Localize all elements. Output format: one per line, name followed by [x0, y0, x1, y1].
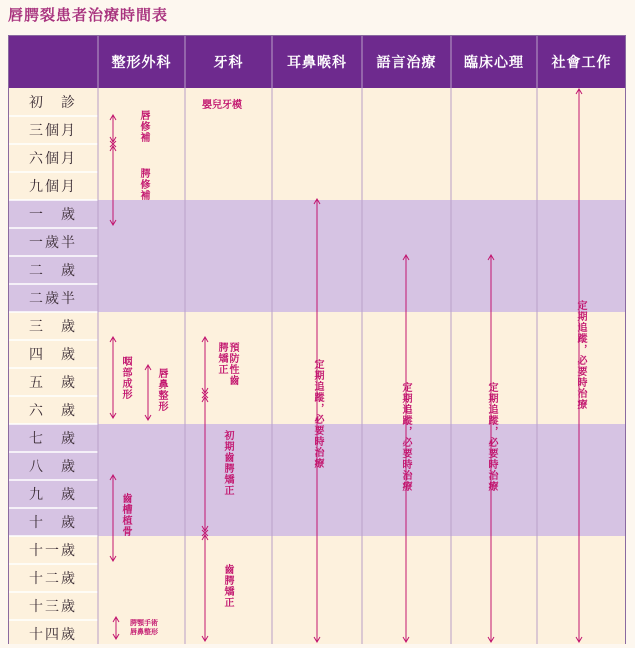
table-grid: [8, 35, 626, 644]
row-label: 一歲半: [29, 235, 77, 251]
label-palate-repair: 腭修補: [138, 168, 149, 201]
label-ent-followup: 定期追蹤，必要時治療: [312, 359, 323, 469]
row-label: 三 歲: [29, 319, 77, 335]
header-dental: 牙科: [213, 54, 244, 71]
header-ent: 耳鼻喉科: [287, 54, 347, 71]
row-label: 六 歲: [29, 403, 77, 419]
row-label: 十二歲: [29, 571, 77, 587]
row-label: 二 歲: [29, 263, 77, 279]
header-clinical-psychology: 臨床心理: [464, 54, 524, 71]
label-speech-followup: 定期追蹤，必要時治療: [400, 382, 411, 492]
row-label: 九個月: [29, 179, 77, 195]
row-label: 七 歲: [29, 431, 77, 447]
label-social-followup: 定期追蹤，必要時治療: [575, 300, 586, 410]
label-pharyngoplasty: 咽部成形: [120, 356, 131, 400]
label-lip-nose-final: 唇鼻整形: [130, 628, 158, 636]
row-label: 九 歲: [29, 487, 77, 503]
row-label: 十一歲: [29, 543, 77, 559]
row-band: [8, 88, 626, 116]
row-label: 四 歲: [29, 347, 77, 363]
row-label: 五 歲: [29, 375, 77, 391]
label-infant-dental-mold: 嬰兒牙模: [202, 100, 242, 111]
row-label: 六個月: [29, 151, 77, 167]
row-band: [8, 116, 626, 144]
label-early-ortho: 初期齒腭矯正: [222, 430, 233, 496]
row-label: 二歲半: [29, 291, 77, 307]
header-speech-therapy: 語言治療: [376, 54, 437, 71]
row-label: 八 歲: [29, 459, 77, 475]
label-alveolar-bone-graft: 齒槽植骨: [120, 493, 131, 537]
header-plastic-surgery: 整形外科: [111, 54, 172, 71]
row-label: 初 診: [29, 95, 77, 111]
label-psych-followup: 定期追蹤，必要時治療: [486, 382, 497, 492]
label-lip-repair: 唇修補: [138, 110, 149, 143]
row-band: [8, 172, 626, 200]
row-label: 十三歲: [29, 599, 77, 615]
row-label: 十四歲: [29, 627, 77, 643]
label-jaw-surgery: 腭顎手術: [130, 619, 158, 627]
row-label: 一 歲: [29, 207, 77, 223]
row-label: 三個月: [29, 123, 77, 139]
label-ortho: 齒腭矯正: [222, 564, 233, 608]
row-label: 十 歲: [29, 515, 77, 531]
label-preventive-ortho: 預防性齒腭矯正: [216, 342, 238, 386]
label-lip-nose-revision: 唇鼻整形: [156, 368, 167, 412]
treatment-schedule-table: [8, 35, 626, 644]
page-title: 唇腭裂患者治療時間表: [8, 6, 169, 24]
row-band: [8, 144, 626, 172]
header-social-work: 社會工作: [551, 54, 612, 71]
